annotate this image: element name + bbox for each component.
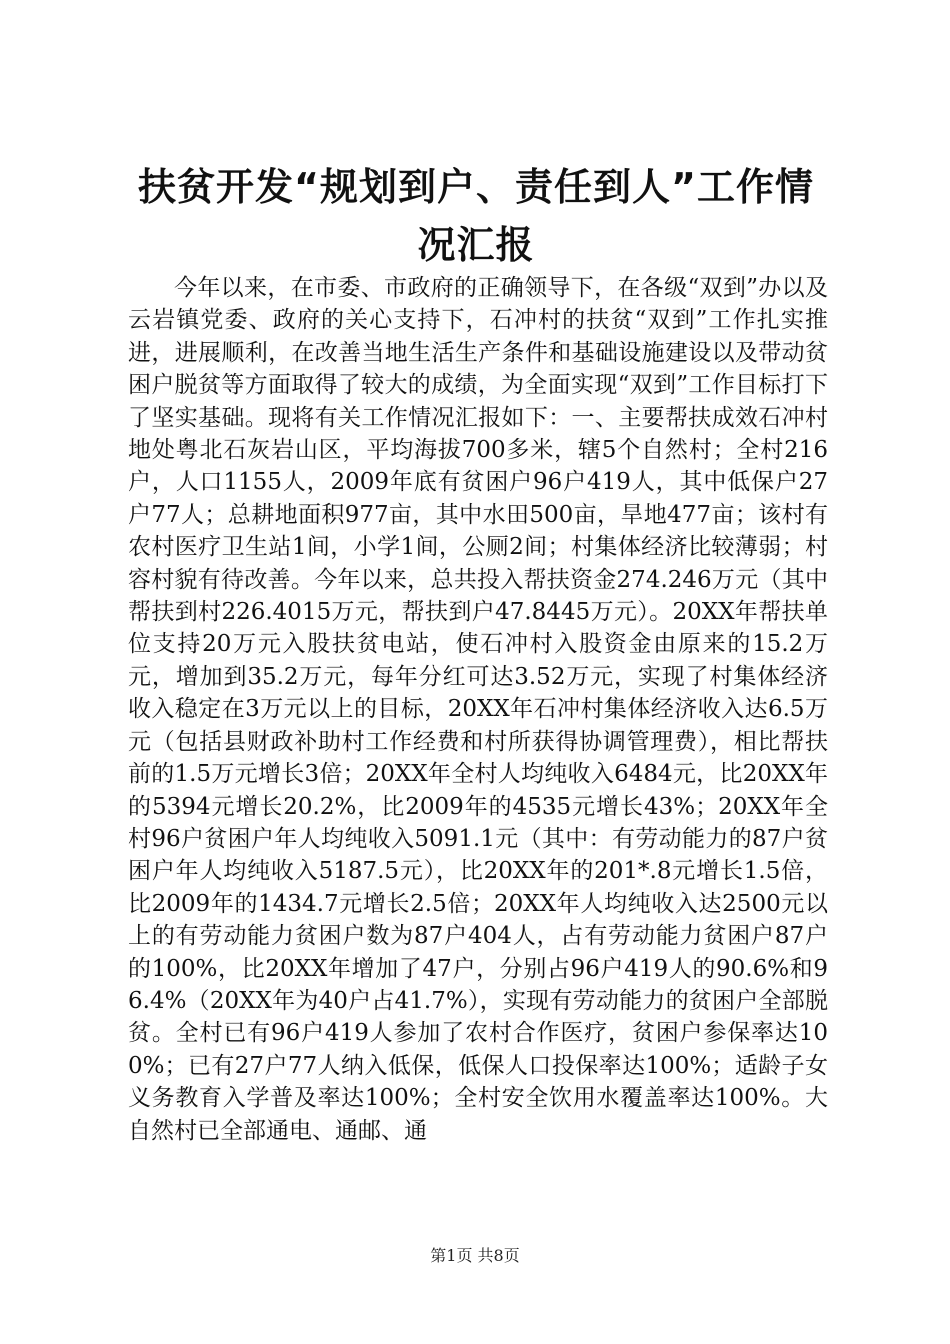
document-title: 扶贫开发“规划到户、责任到人”工作情况汇报 <box>138 165 814 267</box>
document-body-paragraph: 今年以来，在市委、市政府的正确领导下，在各级“双到”办以及云岩镇党委、政府的关心支持下，石冲村的扶贫“双到”工作扎实推进，进展顺利，在改善当地生活生产条件和基础设施建设以及带动贫困户脱贫等方面取得了较大的成绩，为全面实现“双到”工作目标打下了坚实基础。现将有关工作情况汇报如下：一、主要帮扶成效石冲村地处粤北石灰岩山区，平均海拔700多米，辖5个自然村；全村216户，人口1155人，2009年底有贫困户96户419人，其中低保户27户77人；总耕地面积977亩，其中水田500亩，旱地477亩；该村有农村医疗卫生站1间，小学1间，公厕2间；村集体经济比较薄弱；村容村貌有待改善。今年以来，总共投入帮扶资金274.246万元（其中帮扶到村226.4015万元，帮扶到户47.8445万元）。20XX年帮扶单位支持20万元入股扶贫电站，使石冲村入股资金由原来的15.2万元，增加到35.2万元，每年分红可达3.52万元，实现了村集体经济收入稳定在3万元以上的目标，20XX年石冲村集体经济收入达6.5万元（包括县财政补助村工作经费和村所获得协调管理费），相比帮扶前的1.5万元增长3倍；20XX年全村人均纯收入6484元，比20XX年的5394元增长20.2%，比2009年的4535元增长43%；20XX年全村96户贫困户年人均纯收入5091.1元（其中：有劳动能力的87户贫困户年人均纯收入5187.5元），比20XX年的201*.8元增长1.5倍，比2009年的1434.7元增长2.5倍；20XX年人均纯收入达2500元以上的有劳动能力贫困户数为87户404人，占有劳动能力贫困户87户的100%，比20XX年增加了47户，分别占96户419人的90.6%和96.4%（20XX年为40户占41.7%），实现有劳动能力的贫困户全部脱贫。全村已有96户419人参加了农村合作医疗，贫困户参保率达100%；已有27户77人纳入低保，低保人口投保率达100%；适龄子女义务教育入学普及率达100%；全村安全饮用水覆盖率达100%。大自然村已全部通电、通邮、通 <box>128 275 828 1144</box>
page-footer: 第1页 共8页 <box>430 1246 520 1265</box>
